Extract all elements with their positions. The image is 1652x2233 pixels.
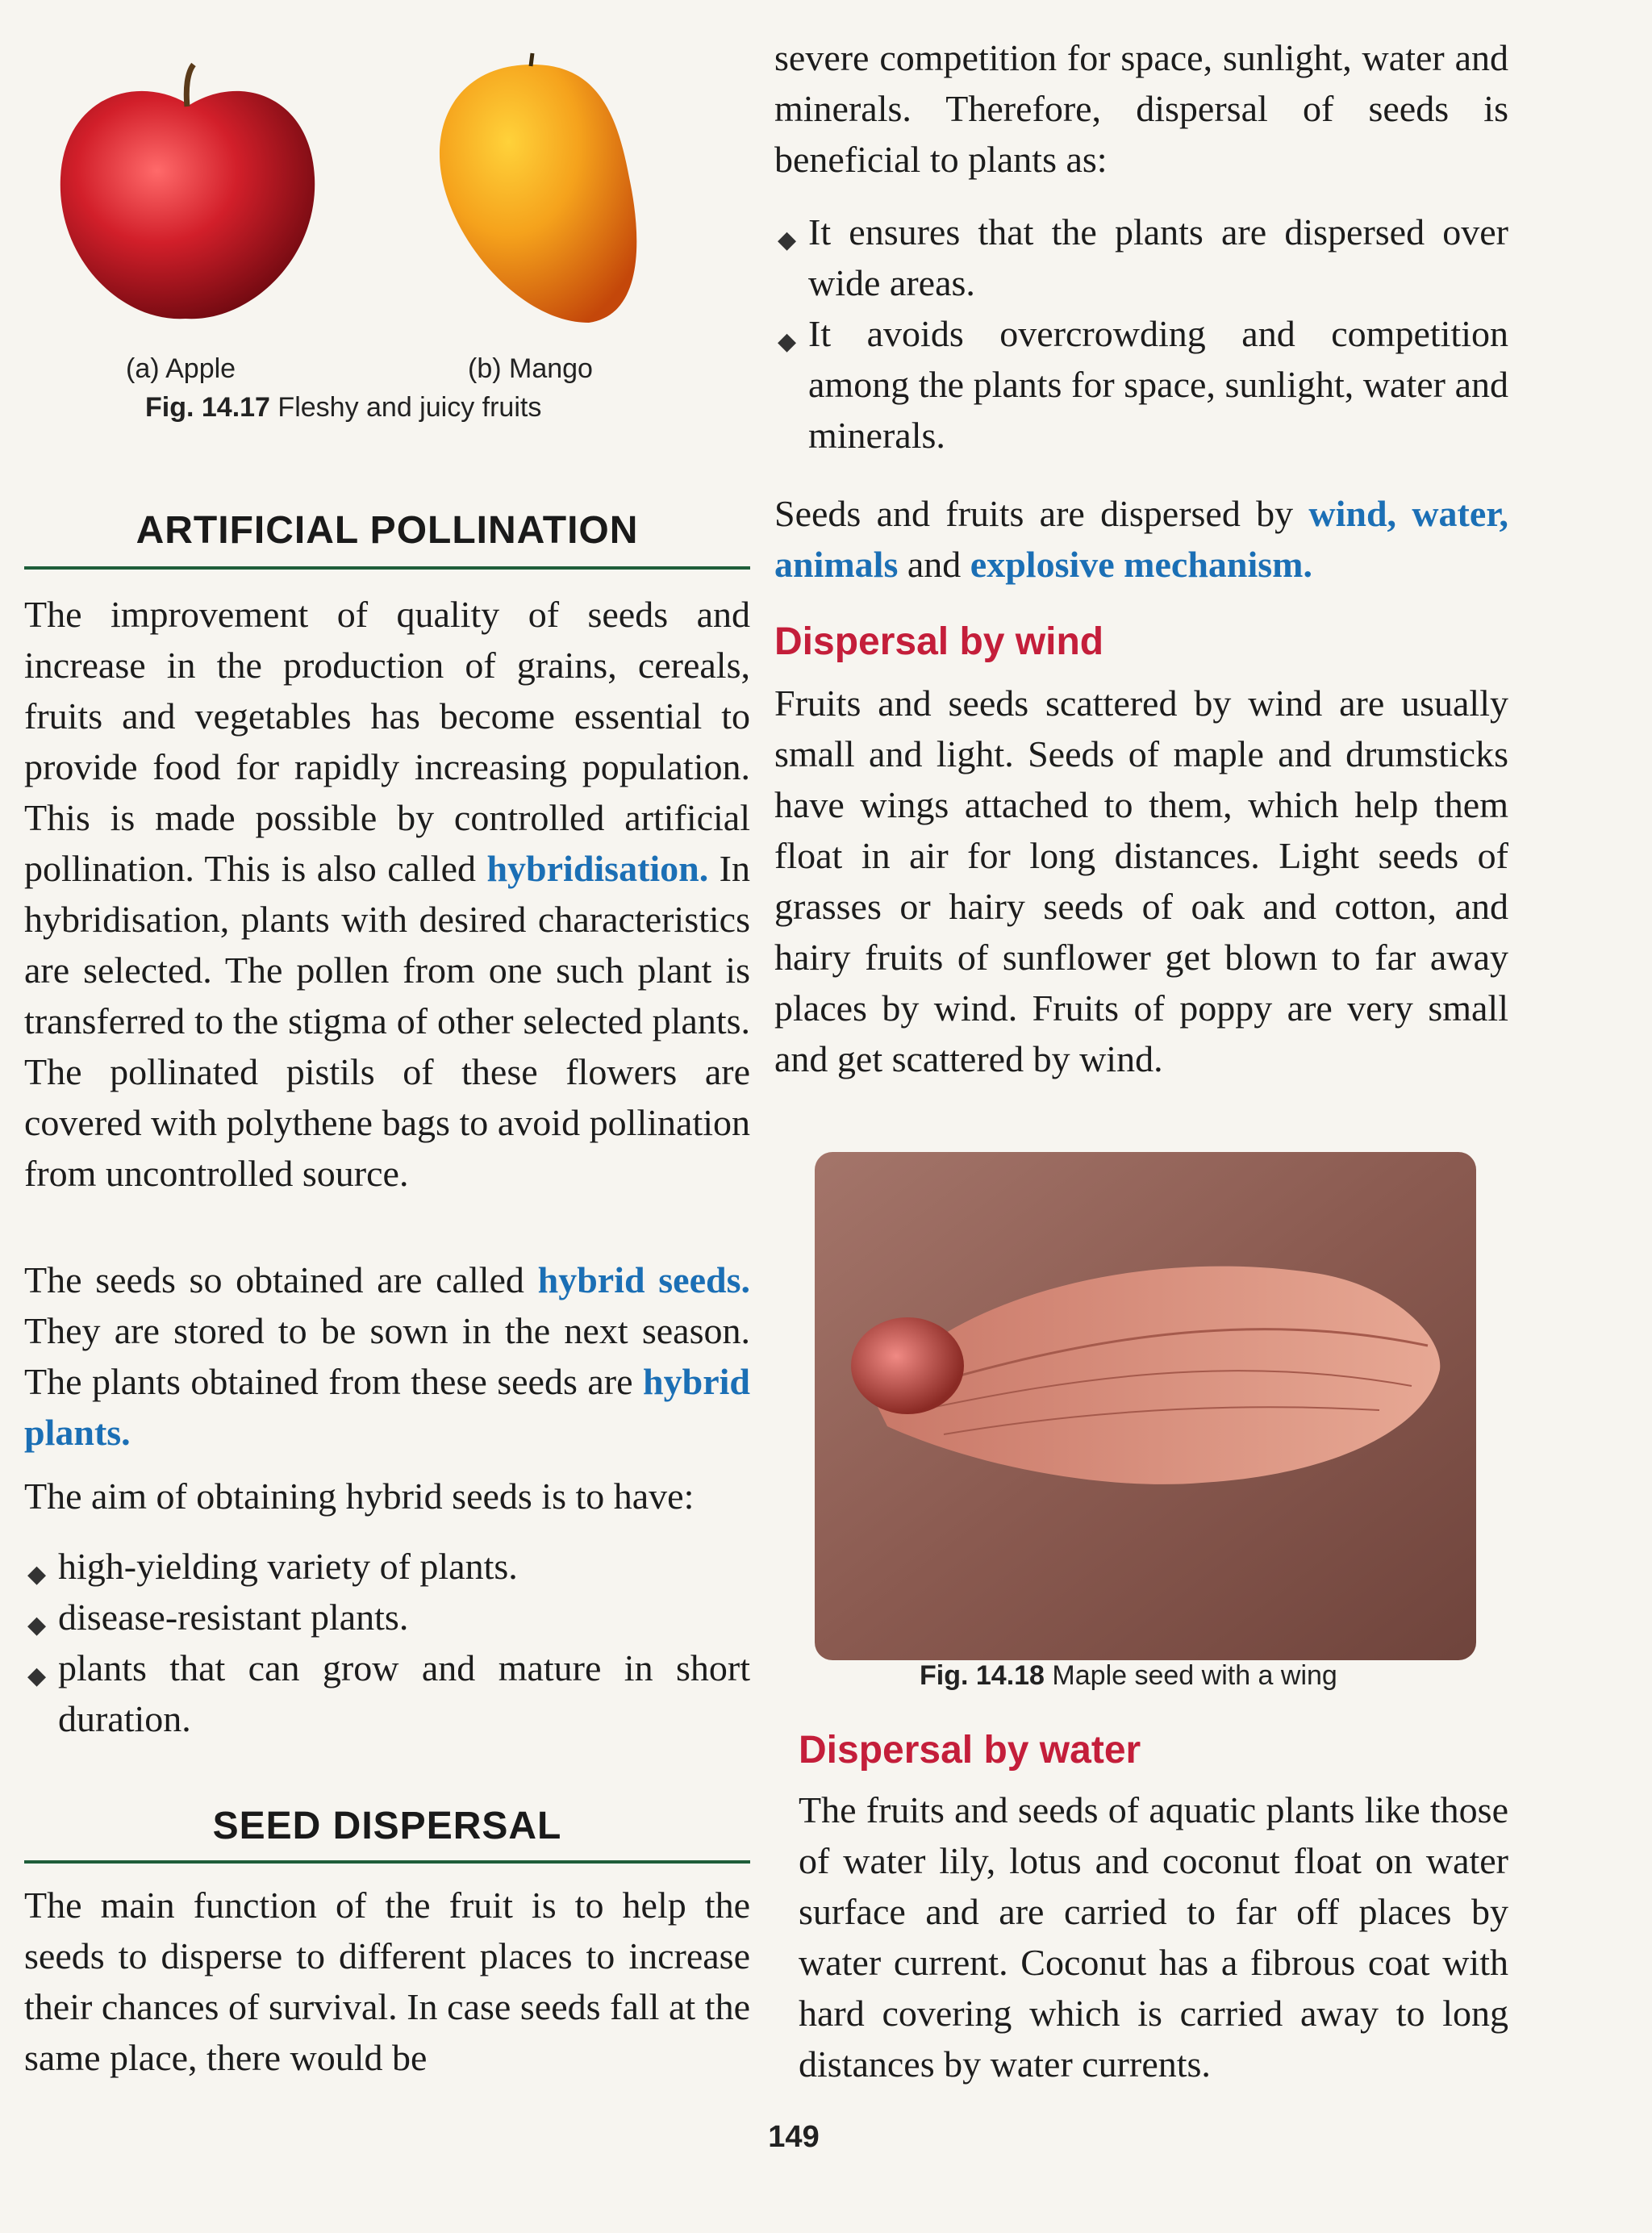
list-item-text: high-yielding variety of plants. [58,1546,518,1587]
paragraph-text: Seeds and fruits are dispersed by [774,493,1309,534]
term-explosive-mechanism: explosive mechanism. [970,544,1312,585]
list-item [774,308,1508,461]
paragraph-artificial-2 [24,1254,750,1458]
section-rule [24,1860,750,1864]
maple-seed-image [815,1152,1476,1660]
subheading-dispersal-by-water: Dispersal by water [799,1729,1141,1772]
section-heading-seed-dispersal: SEED DISPERSAL [212,1805,562,1847]
diamond-bullet-icon: ◆ [778,328,797,355]
paragraph-text: In hybridisation, plants with desired characteristics are selected. The pollen from one such plant is transferred to the stigma of other selected plants. The pollinated pistils of these flowers are covered with polythene bags to avoid pollination from uncontrolled source. [24,848,751,1194]
paragraph-text: The seeds so obtained are called [24,1259,538,1300]
paragraph-text: The improvement of quality of seeds and increase in the production of grains, cereals, fruits and vegetables has become essential to provide food for rapidly increasing population. This is made possible by controlled artificial pollination. This is also called [24,594,750,889]
benefit-bullet-list [774,207,1508,461]
paragraph-artificial-1 [24,589,750,1199]
mango-label: (b) Mango [468,353,593,384]
section-heading-artificial-pollination: ARTIFICIAL POLLINATION [136,509,639,552]
list-item-text: disease-resistant plants. [58,1596,409,1638]
paragraph-water: The fruits and seeds of aquatic plants like those of water lily, lotus and coconut float on water surface and are carried to far off places by water current. Coconut has a fibrous coat with hard covering which is carried away to long distances by water currents. [799,1789,1508,2085]
list-item [24,1541,750,1592]
apple-label: (a) Apple [126,353,236,384]
paragraph-seed-dispersal: The main function of the fruit is to help the seeds to disperse to different places to increase their chances of survival. In case seeds fall at the same place, there would be [24,1884,750,2078]
term-hybrid-seeds: hybrid seeds. [537,1259,750,1300]
diamond-bullet-icon: ◆ [778,227,797,253]
list-item-text: plants that can grow and mature in short duration. [58,1647,750,1739]
figure-number: Fig. 14.18 [920,1660,1045,1691]
list-item-text: It avoids overcrowding and competition among the plants for space, sunlight, water and minerals. [808,313,1508,456]
paragraph-aim: The aim of obtaining hybrid seeds is to have: [24,1475,695,1517]
paragraph-text: They are stored to be sown in the next season. The plants obtained from these seeds are [24,1310,750,1402]
term-dispersal-agents: wind, water, animals [774,493,1508,585]
figure-caption-text: Maple seed with a wing [1052,1660,1337,1691]
aim-bullet-list [24,1541,750,1744]
page-number: 149 [768,2120,820,2154]
diamond-bullet-icon: ◆ [27,1612,47,1638]
list-item [774,207,1508,308]
subheading-dispersal-by-wind: Dispersal by wind [774,620,1104,663]
paragraph-dispersal-agents [774,488,1508,590]
list-item [24,1592,750,1642]
section-rule [24,566,750,570]
diamond-bullet-icon: ◆ [27,1663,47,1689]
term-hybridisation: hybridisation. [486,848,709,889]
paragraph-wind: Fruits and seeds scattered by wind are usually small and light. Seeds of maple and drumsticks have wings attached to them, which help them float in air for long distances. Light seeds of grasses or hairy seeds of oak and cotton, and hairy fruits of sunflower get blown to far away places by wind. Fruits of poppy are very small and get scattered by wind. [774,682,1508,1079]
list-item [24,1642,750,1744]
figure-caption-text: Fleshy and juicy fruits [277,392,542,423]
figure-number: Fig. 14.17 [145,392,270,423]
paragraph-continuation: severe competition for space, sunlight, water and minerals. Therefore, dispersal of seeds is beneficial to plants as: [774,37,1508,180]
paragraph-text: and [898,544,970,585]
diamond-bullet-icon: ◆ [27,1561,47,1588]
list-item-text: It ensures that the plants are dispersed over wide areas. [808,211,1508,303]
apple-image [48,56,331,331]
term-hybrid-plants: hybrid plants. [24,1361,750,1453]
figure-caption-14-18 [920,1660,1337,1692]
mango-image [411,48,653,339]
figure-caption-14-17 [145,392,541,424]
